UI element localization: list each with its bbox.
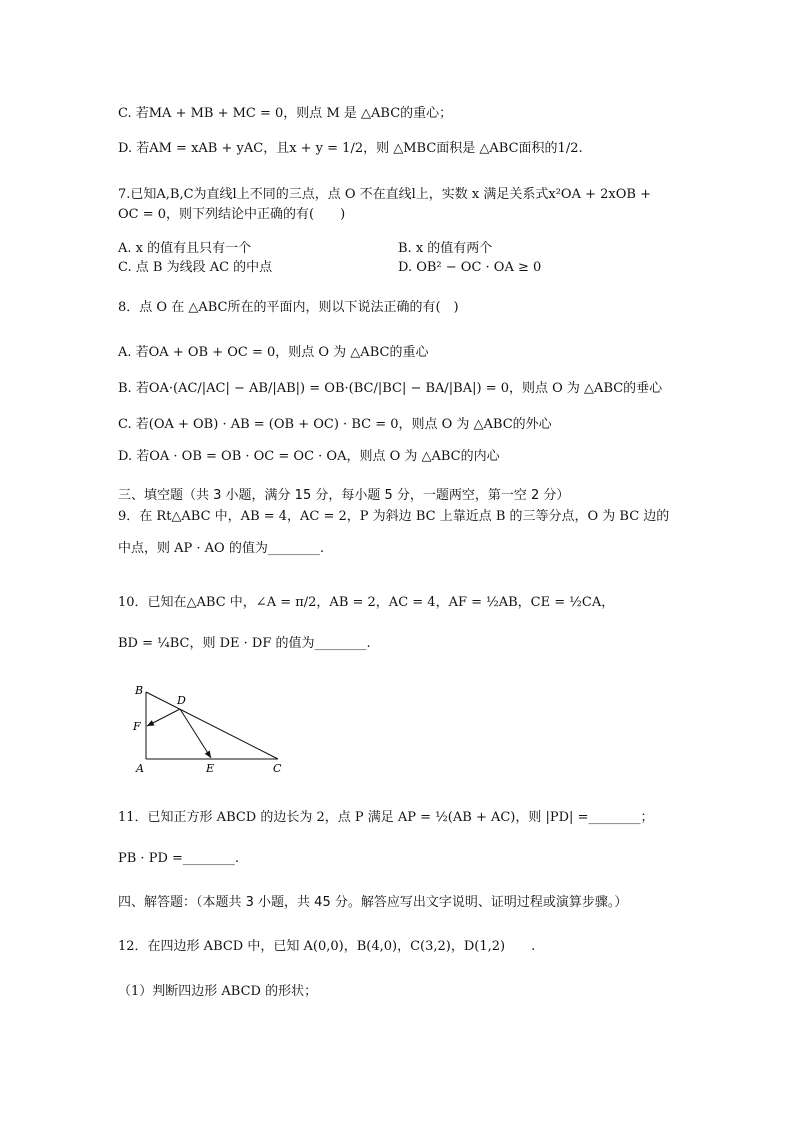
section-3-heading-text: 三、填空题（共 3 小题，满分 15 分，每小题 5 分，一题两空，第一空 2 分） xyxy=(118,488,570,503)
vector-df xyxy=(147,709,180,726)
side-bc xyxy=(146,692,278,759)
label-e: E xyxy=(206,762,215,774)
vector-de xyxy=(180,709,211,758)
q8-stem-text: 8．点 O 在 △ABC所在的平面内，则以下说法正确的有( ) xyxy=(118,300,459,315)
q11-line2 xyxy=(118,849,239,869)
q8-option-a xyxy=(118,343,428,363)
q7-stem-line2 xyxy=(118,205,345,225)
q7-stem-text-1: 7.已知A,B,C为直线l上不同的三点，点 O 不在直线l上，实数 x 满足关系式x²OA + 2xOB + xyxy=(118,187,651,202)
q7-option-a-text: A. x 的值有且只有一个 xyxy=(118,241,252,256)
q7-option-a xyxy=(118,239,251,259)
q8-option-a-text: A. 若OA + OB + OC = 0，则点 O 为 △ABC的重心 xyxy=(118,345,429,360)
q10-line2 xyxy=(118,634,371,654)
q6-option-d xyxy=(118,139,583,159)
q9-text-1: 9．在 Rt△ABC 中，AB = 4，AC = 2，P 为斜边 BC 上靠近点 B 的三等分点，O 为 BC 边的 xyxy=(118,509,670,524)
label-f: F xyxy=(133,720,141,733)
q10-text-2: BD = ¼BC，则 DE · DF 的值为________. xyxy=(118,636,371,651)
q7-option-d xyxy=(398,258,541,278)
q8-option-c xyxy=(118,415,552,435)
q7-option-b-text: B. x 的值有两个 xyxy=(398,241,493,256)
q12-sub-1 xyxy=(118,982,317,1002)
q6-option-c-text: C. 若MA + MB + MC = 0，则点 M 是 △ABC的重心； xyxy=(118,106,453,121)
q7-stem-text-2: OC = 0，则下列结论中正确的有( ) xyxy=(118,207,346,222)
q12-stem xyxy=(118,937,535,957)
label-c: C xyxy=(273,762,282,774)
section-4-heading xyxy=(118,893,627,913)
q8-stem xyxy=(118,298,459,318)
q7-option-c-text: C. 点 B 为线段 AC 的中点 xyxy=(118,260,273,275)
q10-line1 xyxy=(118,593,614,613)
q9-text-2: 中点，则 AP · AO 的值为________. xyxy=(118,541,324,556)
label-a: A xyxy=(136,762,144,774)
q8-option-b-text: B. 若OA·(AC/|AC| − AB/|AB|) = OB·(BC/|BC| − BA/|BA|) = 0，则点 O 为 △ABC的垂心 xyxy=(118,381,663,396)
q9-line1 xyxy=(118,507,669,527)
label-b: B xyxy=(135,684,144,697)
q6-option-c xyxy=(118,104,452,124)
q11-line1 xyxy=(118,808,653,828)
q8-option-d xyxy=(118,447,500,467)
q12-stem-text: 12．在四边形 ABCD 中，已知 A(0,0)，B(4,0)，C(3,2)，D(1,2) . xyxy=(118,939,536,954)
q8-option-d-text: D. 若OA · OB = OB · OC = OC · OA，则点 O 为 △ABC的内心 xyxy=(118,449,500,464)
q10-text-1: 10．已知在△ABC 中，∠A = π/2，AB = 2，AC = 4，AF = ½AB，CE = ½CA， xyxy=(118,595,615,610)
section-4-heading-text: 四、解答题：（本题共 3 小题，共 45 分。解答应写出文字说明、证明过程或演算步骤。） xyxy=(118,895,628,910)
q11-text-1: 11．已知正方形 ABCD 的边长为 2，点 P 满足 AP = ½(AB + AC)，则 |PD| =________； xyxy=(118,810,654,825)
q9-line2 xyxy=(118,539,324,559)
section-3-heading xyxy=(118,486,569,506)
q7-option-c xyxy=(118,258,272,278)
q8-option-c-text: C. 若(OA + OB) · AB = (OB + OC) · BC = 0，则点 O 为 △ABC的外心 xyxy=(118,417,552,432)
q7-stem-line1 xyxy=(118,185,651,205)
q12-sub-1-text: （1）判断四边形 ABCD 的形状； xyxy=(118,984,318,999)
q8-option-b xyxy=(118,379,662,399)
triangle-figure xyxy=(128,682,288,774)
label-d: D xyxy=(177,694,186,707)
q7-option-b xyxy=(398,239,492,259)
q11-text-2: PB · PD =________. xyxy=(118,851,240,866)
q7-option-d-text: D. OB² − OC · OA ≥ 0 xyxy=(398,260,542,275)
q6-option-d-text: D. 若AM = xAB + yAC，且x + y = 1/2，则 △MBC面积是 △ABC面积的1/2. xyxy=(118,141,583,156)
